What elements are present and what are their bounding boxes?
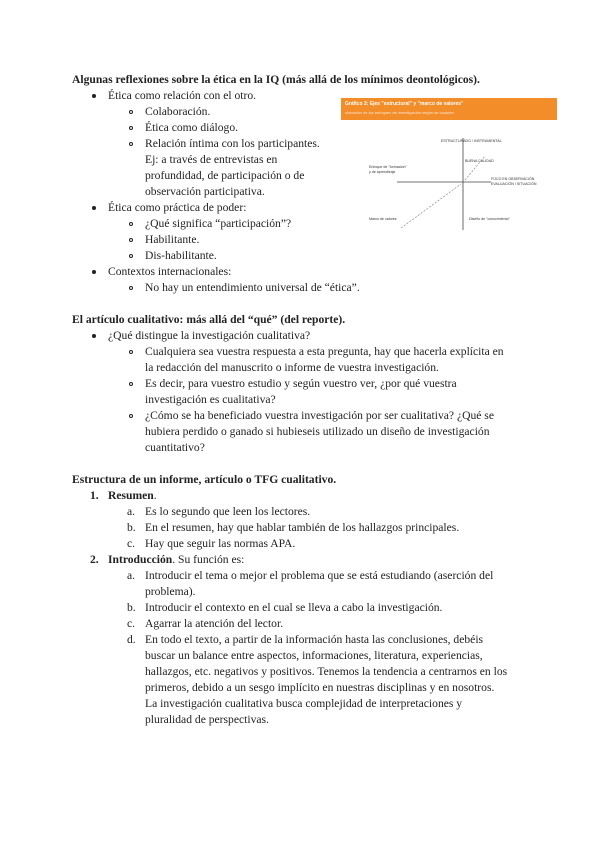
figure-subtitle: ubicación de los enfoques de investigación según su carácter — [345, 110, 454, 115]
bullet-circle — [129, 350, 133, 354]
item-title-rest: . Su función es: — [172, 553, 245, 566]
list-item-continuation: problema). — [145, 585, 196, 598]
section-heading-article: El artículo cualitativo: más allá del “qué” (del reporte). — [72, 313, 346, 326]
list-item-continuation: pluralidad de perspectivas. — [145, 713, 269, 726]
bullet-circle — [129, 238, 133, 242]
figure-diagram — [341, 120, 557, 234]
numbered-marker: 1. — [90, 489, 99, 502]
list-item: Introducir el contexto en el cual se lleva a cabo la investigación. — [145, 601, 443, 614]
list-item: ¿Qué significa “participación”? — [145, 217, 292, 230]
list-item: En el resumen, hay que hablar también de los hallazgos principales. — [145, 521, 460, 534]
list-item: Ética como relación con el otro. — [108, 89, 257, 102]
list-item-continuation: buscar un balance entre aspectos, informaciones, literatura, experiencias, — [145, 649, 483, 662]
list-item: No hay un entendimiento universal de “ética”. — [145, 281, 360, 294]
numbered-item-resumen — [108, 488, 157, 504]
list-item: ¿Qué distingue la investigación cualitativa? — [108, 329, 311, 342]
section-heading-ethics: Algunas reflexiones sobre la ética en la IQ (más allá de los mínimos deontológicos). — [72, 73, 480, 86]
list-item: Relación íntima con los participantes. — [145, 137, 320, 150]
list-item-continuation: cuantitativo? — [145, 441, 205, 454]
figure-title: Gráfico 3: Ejes "estructural" y "marco de valores" — [345, 101, 464, 107]
bullet-circle — [129, 142, 133, 146]
item-title-rest: . — [153, 489, 157, 502]
list-item-continuation: investigación es cualitativa? — [145, 393, 276, 406]
axis-top-label: ESTRUCTURADO / INSTRUMENTAL — [441, 139, 502, 143]
list-item: Es decir, para vuestro estudio y según vuestro ver, ¿por qué vuestra — [145, 377, 457, 390]
bullet-circle — [129, 414, 133, 418]
numbered-item-introduccion — [108, 552, 244, 568]
list-item: Cualquiera sea vuestra respuesta a esta pregunta, hay que hacerla explícita en — [145, 345, 504, 358]
letter-marker: b. — [127, 521, 136, 534]
list-item-continuation: la redacción del manuscrito o informe de vuestra investigación. — [145, 361, 439, 374]
list-item: Contextos internacionales: — [108, 265, 232, 278]
letter-marker: b. — [127, 601, 136, 614]
diagonal-dashed-lower — [401, 184, 461, 228]
list-item: Ética como práctica de poder: — [108, 201, 247, 214]
bullet-disc — [92, 206, 96, 210]
letter-marker: a. — [127, 569, 136, 582]
quadrant-label: EVALUACIÓN / SITUACIÓN — [491, 182, 537, 186]
bullet-circle — [129, 382, 133, 386]
letter-marker: a. — [127, 505, 136, 518]
list-item-continuation: hubiera perdido o ganado si hubieseis utilizado un diseño de investigación — [145, 425, 490, 438]
quadrant-label: Marco de valores — [369, 217, 397, 221]
list-item: En todo el texto, a partir de la información hasta las conclusiones, debéis — [145, 633, 484, 646]
numbered-marker: 2. — [90, 553, 99, 566]
list-item: ¿Cómo se ha beneficiado vuestra investigación por ser cualitativa? ¿Qué se — [145, 409, 494, 422]
bullet-circle — [129, 110, 133, 114]
section-heading-structure: Estructura de un informe, artículo o TFG cualitativo. — [72, 473, 337, 486]
list-item: Es lo segundo que leen los lectores. — [145, 505, 311, 518]
quadrant-label: Enfoque de "formación" — [369, 165, 407, 169]
list-item-continuation: La investigación cualitativa busca complejidad de interpretaciones y — [145, 697, 463, 710]
list-item: Dis-habilitante. — [145, 249, 217, 262]
quadrant-label: BUENA CALIDAD — [465, 159, 494, 163]
bullet-circle — [129, 254, 133, 258]
list-item: Ética como diálogo. — [145, 121, 239, 134]
list-item-continuation: hallazgos, etc. negativos y positivos. Tenemos la tendencia a centrarnos en los — [145, 665, 508, 678]
bullet-disc — [92, 270, 96, 274]
bullet-circle — [129, 222, 133, 226]
quadrant-label: FOCO EN OBSERVACIÓN — [491, 177, 535, 181]
quadrant-label: Diseño de "conocimiento" — [469, 217, 510, 221]
bullet-circle — [129, 126, 133, 130]
list-item: Habilitante. — [145, 233, 200, 246]
bullet-disc — [92, 94, 96, 98]
item-title: Resumen — [108, 489, 154, 502]
embedded-figure — [341, 98, 557, 234]
item-title: Introducción — [108, 553, 173, 566]
figure-banner — [341, 98, 557, 120]
letter-marker: d. — [127, 633, 136, 646]
list-item: Colaboración. — [145, 105, 211, 118]
list-item-continuation: Ej: a través de entrevistas en — [145, 153, 278, 166]
list-item: Hay que seguir las normas APA. — [145, 537, 296, 550]
quadrant-label: y de aprendizaje — [369, 170, 396, 174]
letter-marker: c. — [127, 617, 136, 630]
list-item-continuation: observación participativa. — [145, 185, 265, 198]
bullet-circle — [129, 286, 133, 290]
list-item: Agarrar la atención del lector. — [145, 617, 284, 630]
list-item-continuation: profundidad, de participación o de — [145, 169, 305, 182]
list-item: Introducir el tema o mejor el problema que se está estudiando (aserción del — [145, 569, 494, 582]
list-item-continuation: primeros, debido a un sesgo implícito en nuestras disciplinas y en nosotros. — [145, 681, 495, 694]
letter-marker: c. — [127, 537, 136, 550]
bullet-disc — [92, 334, 96, 338]
